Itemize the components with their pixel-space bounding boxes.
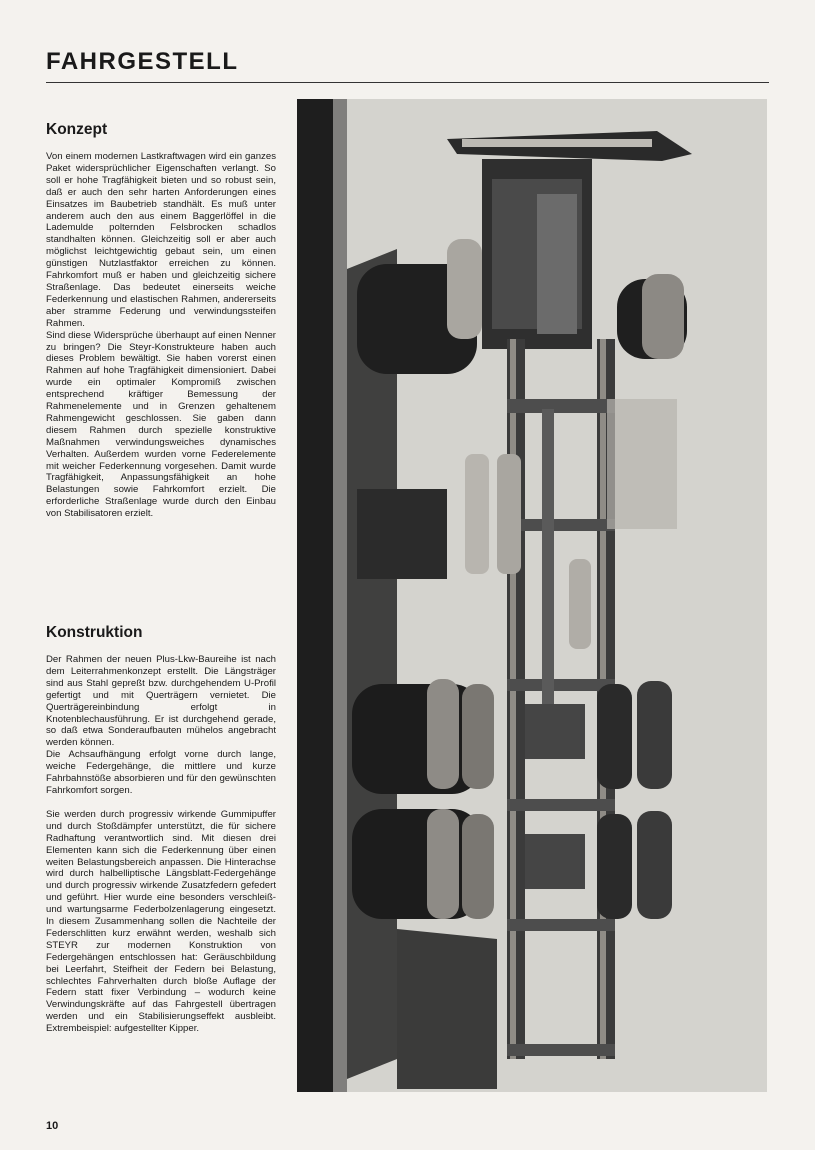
chassis-illustration bbox=[297, 99, 767, 1092]
section-paragraph: Sie werden durch progressiv wirkende Gummipuffer und durch Stoßdämpfer unterstützt, die für sichere Radhaftung verantwortlich sind. Mit diesen drei Elementen kann sich die Federkennung über einen weiten Belastungsbereich anpassen. Die Hinterachse wird durch halbelliptische Längsblatt-Federgehänge und durch progressiv wirkende Zusatzfedern gefedert und geführt. Hier wurde eine besonders verschleiß- und wartungsarme Federbolzenlagerung eingesetzt. In diesem Zusammenhang sollen die Nachteile der Federschlitten kurz erwähnt werden, weshalb sich STEYR zur modernen Konstruktion von Federgehängen entschlossen hat: Geräuschbildung bei Leerfahrt, Steifheit der Federn bei Belastung, schlechtes Fahrverhalten durch bloße Auflage der Federn statt fixer Verbindung – wodurch keine Verwindungskräfte auf das Fahrgestell übertragen werden und ein Stabilisierungseffekt ausbleibt. Extrembeispiel: aufgestellter Kipper. bbox=[46, 808, 276, 1035]
section-heading-konstruktion: Konstruktion bbox=[46, 624, 143, 641]
page-number: 10 bbox=[46, 1120, 59, 1132]
section-konstruktion bbox=[46, 624, 276, 1035]
section-konzept bbox=[46, 121, 276, 520]
section-paragraph: Von einem modernen Lastkraftwagen wird ein ganzes Paket widersprüchlicher Eigenschaften verlangt. So soll er hohe Tragfähigkeit bieten und so robust sein, daß er auch den sehr harten Anforderungen eines Einsatzes im Baubetrieb standhält. Es muß unter anderem auch den aus einem Baggerlöffel in die Lademulde polternden Felsbrocken schadlos standhalten können. Gleichzeitig soll er aber auch möglichst leichtgewichtig gebaut sein, um einen günstigen Nutzlastfaktor erreichen zu können. Fahrkomfort muß er haben und gleichzeitig sichere Straßenlage. Das bedeutet einerseits weiche Federkennung und elastischen Rahmen, andererseits aber stramme Federung und verwindungssteifen Rahmen. bbox=[46, 151, 276, 329]
section-heading-konzept: Konzept bbox=[46, 121, 108, 138]
section-paragraph: Sind diese Widersprüche überhaupt auf einen Nenner zu bringen? Die Steyr-Konstrukteure haben auch dieses Problem bewältigt. Sie haben vorerst einen Rahmen auf hohe Tragfähigkeit dimensioniert. Dabei wurde ein optimaler Kompromiß zwischen entsprechend kräftiger Bemessung der Rahmenelemente und in Grenzen gehaltenem Rahmengewicht geschlossen. Sie gaben dann diesem Rahmen durch spezielle konstruktive Maßnahmen verwindungsweiches dynamisches Verhalten. Außerdem wurden vorne Federelemente mit weicher Federkennung vorgesehen. Damit wurde Tragfähigkeit, Anpassungsfähigkeit an hohe Belastungen sowie Fahrkomfort erzielt. Die erforderliche Straßenlage wurde durch den Einbau von Stabilisatoren erzielt. bbox=[46, 329, 276, 520]
page-title: FAHRGESTELL bbox=[46, 48, 239, 75]
section-paragraph: Der Rahmen der neuen Plus-Lkw-Baureihe ist nach dem Leiterrahmenkonzept erstellt. Die Längsträger sind aus Stahl gepreßt bzw. durchgehendem U-Profil gefertigt und mit Querträgern vernietet. Die Querträgereinbindung erfolgt in Knotenblechausführung. Er ist durchgehend gerade, so daß etwa Sonderaufbauten mühelos angebracht werden können. bbox=[46, 654, 276, 749]
chassis-photo bbox=[297, 99, 767, 1092]
title-divider bbox=[46, 82, 769, 83]
section-paragraph: Die Achsaufhängung erfolgt vorne durch lange, weiche Federgehänge, die mittlere und kurze Fahrbahnstöße absorbieren und für den gewünschten Fahrkomfort sorgen. bbox=[46, 749, 276, 796]
